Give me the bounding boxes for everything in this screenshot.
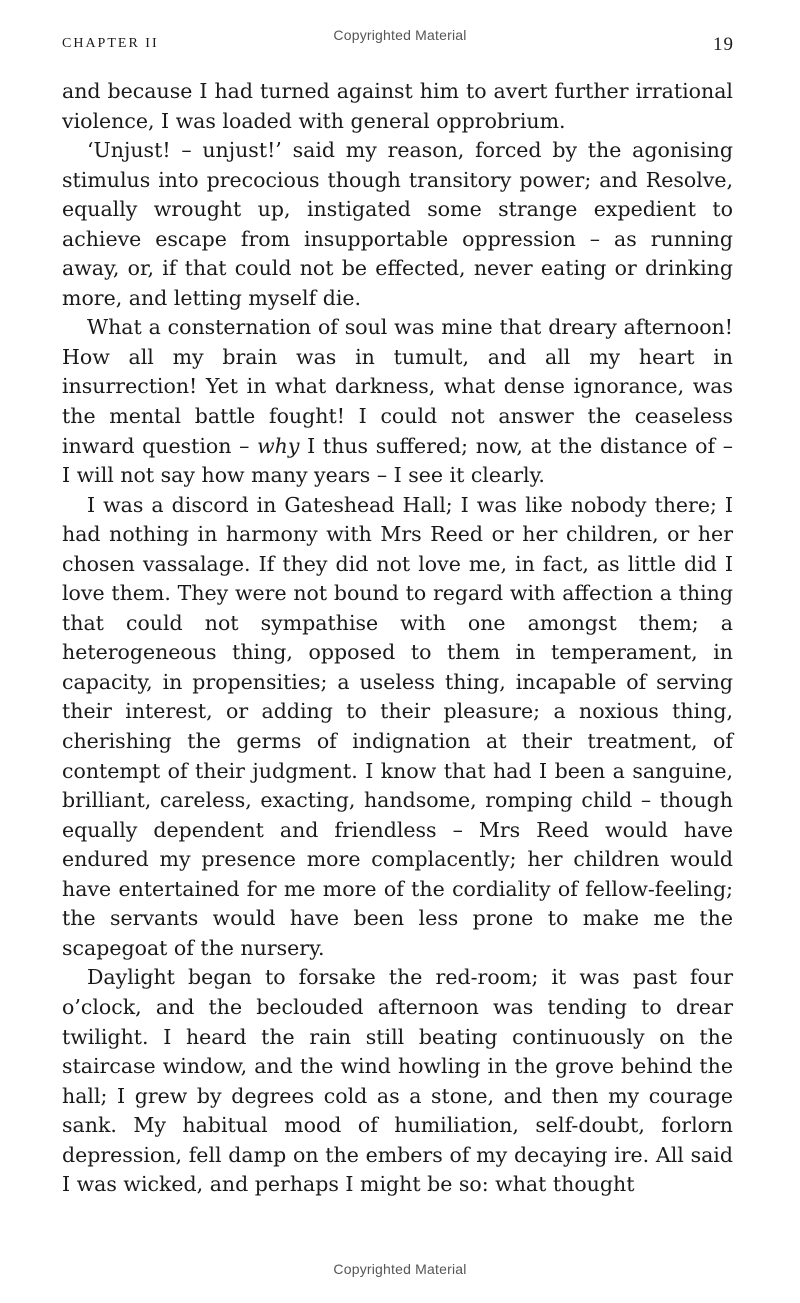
page-number: 19 [713,34,734,55]
paragraph-2: ‘Unjust! – unjust!’ said my reason, forced by the agonising stimulus into precocious though transitory power; and Resolve, equally wrought up, instigated some strange expedient to achieve escape from insupportable oppression – as running away, or, if that could not be effected, never eating or drinking more, and letting myself die. [62,138,733,310]
paragraph-5: Daylight began to forsake the red-room; it was past four o’clock, and the beclouded afternoon was tending to drear twilight. I heard the rain still beating continuously on the staircase window, and the wind howling in the grove behind the hall; I grew by degrees cold as a stone, and then my courage sank. My habitual mood of humiliation, self-doubt, forlorn depression, fell damp on the embers of my decaying ire. All said I was wicked, and perhaps I might be so: what thought [62,965,733,1197]
paragraph-3 [62,313,733,490]
paragraph-3-emphasis: why [257,433,300,458]
paragraph-4: I was a discord in Gateshead Hall; I was like nobody there; I had nothing in harmony with Mrs Reed or her children, or her chosen vassalage. If they did not love me, in fact, as little did I love them. They were not bound to regard with affection a thing that could not sympathise with one amongst them; a heterogeneous thing, opposed to them in temperament, in capacity, in propensities; a useless thing, incapable of serving their interest, or adding to their pleasure; a noxious thing, cherishing the germs of indignation at their treatment, of contempt of their judgment. I know that had I been a sanguine, brilliant, careless, exacting, handsome, romping child – though equally dependent and friendless – Mrs Reed would have endured my presence more complacently; her children would have entertained for me more of the cordiality of fellow-feeling; the servants would have been less prone to make me the scapegoat of the nursery. [62,492,733,960]
paragraph-3-before: What a consternation of soul was mine that dreary afternoon! How all my brain was in tumult, and all my heart in insurrection! Yet in what darkness, what dense ignorance, was the mental battle fought! I could not answer the ceaseless inward question – [62,315,733,458]
body-text [62,77,733,1200]
copyright-watermark-bottom: Copyrighted Material [333,1261,467,1277]
paragraph-3-after: I thus suffered; now, at the distance of – I will not say how many years – I see it clearly. [62,433,734,488]
running-head: CHAPTER II [62,36,159,51]
copyright-watermark-top: Copyrighted Material [333,27,467,43]
paragraph-1: and because I had turned against him to avert further irrational violence, I was loaded with general opprobrium. [62,79,733,133]
